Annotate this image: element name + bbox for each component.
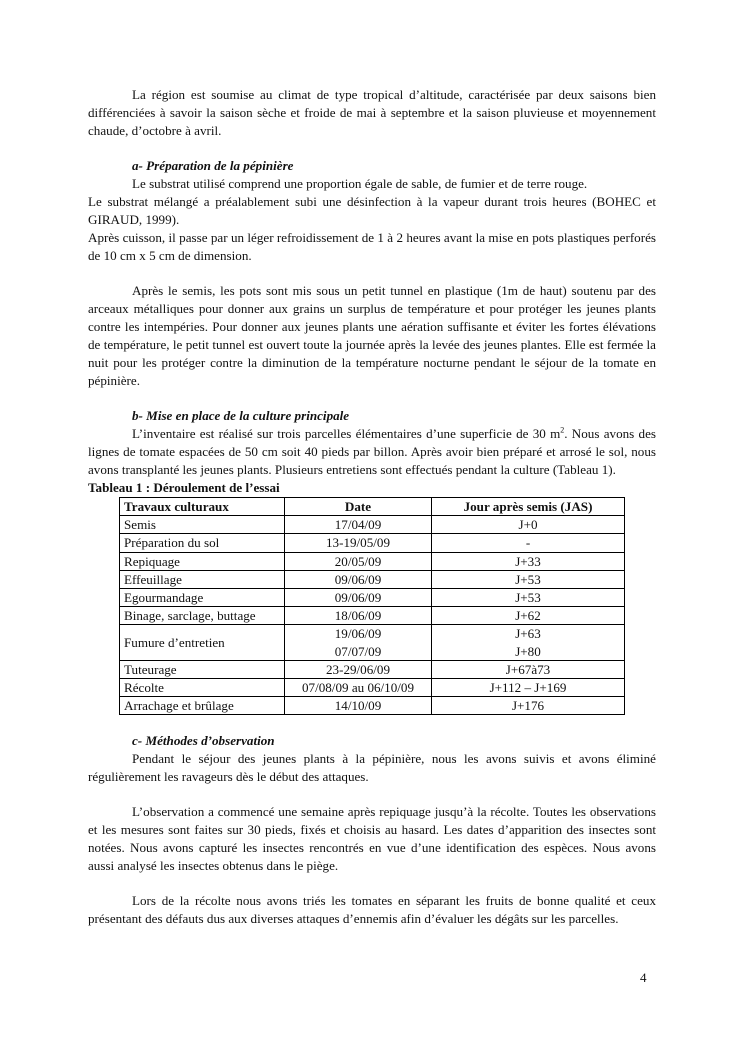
table-row <box>120 516 625 534</box>
cell-jas: J+63 J+80 <box>432 625 625 660</box>
document-page <box>88 86 656 928</box>
section-a-heading: a- Préparation de la pépinière <box>132 158 294 173</box>
header-travaux: Travaux culturaux <box>120 498 285 516</box>
section-b-heading: b- Mise en place de la culture principale <box>132 408 350 423</box>
cell-jas: J+53 <box>432 570 625 588</box>
section-a-paragraph-2: Le substrat mélangé a préalablement subi une désinfection à la vapeur durant trois heures (BOHEC et GIRAUD, 1999). <box>88 194 656 227</box>
cell-date: 18/06/09 <box>285 607 432 625</box>
cell-date: 17/04/09 <box>285 516 432 534</box>
cell-task: Egourmandage <box>120 589 285 607</box>
table-row <box>120 552 625 570</box>
table-row <box>120 534 625 552</box>
cell-task: Effeuillage <box>120 570 285 588</box>
section-c-paragraph-2: L’observation a commencé une semaine après repiquage jusqu’à la récolte. Toutes les observations et les mesures sont faites sur 30 pieds, fixés et choisis au hasard. Les dates d’apparition des insectes sont notées. Nous avons capturé les insectes rencontrés en vue d’une identification des espèces. Nous avons aussi analysé les insectes obtenus dans le piège. <box>88 804 656 874</box>
table-row <box>120 589 625 607</box>
section-a-paragraph-3: Après cuisson, il passe par un léger refroidissement de 1 à 2 heures avant la mise en pots plastiques perforés de 10 cm x 5 cm de dimension. <box>88 230 656 263</box>
table-row <box>120 697 625 715</box>
section-c-paragraph-3: Lors de la récolte nous avons triés les tomates en séparant les fruits de bonne qualité et ceux présentant des défauts dus aux diverses attaques d’ennemis afin d’évaluer les dégâts sur les parcelles. <box>88 893 656 927</box>
cell-date: 07/08/09 au 06/10/09 <box>285 679 432 697</box>
cell-jas: J+112 – J+169 <box>432 679 625 697</box>
cell-task: Tuteurage <box>120 660 285 678</box>
section-b-paragraph: L’inventaire est réalisé sur trois parcelles élémentaires d’une superficie de 30 $m^2$. Nous avons des lignes de tomate espacées de 50 cm soit 40 pieds par billon. Après avoir bien préparé et arrosé le sol, nous avons transplanté les jeunes plants. Plusieurs entretiens sont effectués pendant la culture (Tableau 1). <box>88 425 656 477</box>
cell-task: Arrachage et brûlage <box>120 697 285 715</box>
table-caption: Tableau 1 : Déroulement de l’essai <box>88 480 280 495</box>
cell-date: 14/10/09 <box>285 697 432 715</box>
cell-date: 09/06/09 <box>285 589 432 607</box>
section-c-heading: c- Méthodes d’observation <box>132 733 275 749</box>
cell-task: Semis <box>120 516 285 534</box>
table-row <box>120 660 625 678</box>
cell-jas: J+0 <box>432 516 625 534</box>
cell-task: Préparation du sol <box>120 534 285 552</box>
header-date: Date <box>285 498 432 516</box>
cell-task: Récolte <box>120 679 285 697</box>
cell-date: 23-29/06/09 <box>285 660 432 678</box>
cell-task: Fumure d’entretien <box>120 625 285 660</box>
table-row <box>120 570 625 588</box>
section-c-paragraph-1: Pendant le séjour des jeunes plants à la pépinière, nous les avons suivis et avons éliminé régulièrement les ravageurs dès le début des attaques. <box>88 751 656 785</box>
intro-paragraph: La région est soumise au climat de type tropical d’altitude, caractérisée par deux saisons bien différenciées à savoir la saison sèche et froide de mai à septembre et la saison pluvieuse et moyennement chaude, d’octobre à avril. <box>88 87 656 138</box>
cell-jas: J+67à73 <box>432 660 625 678</box>
cell-jas: - <box>432 534 625 552</box>
cell-task: Binage, sarclage, buttage <box>120 607 285 625</box>
cell-jas: J+53 <box>432 589 625 607</box>
page-number: 4 <box>640 970 647 985</box>
cell-jas: J+33 <box>432 552 625 570</box>
table-row <box>120 607 625 625</box>
cell-date: 20/05/09 <box>285 552 432 570</box>
cell-jas: J+62 <box>432 607 625 625</box>
section-a-paragraph-4: Après le semis, les pots sont mis sous un petit tunnel en plastique (1m de haut) soutenu par des arceaux métalliques pour donner aux grains un surplus de température et pour protéger les jeunes plants contre les intempéries. Pour donner aux jeunes plants une aération suffisante et éviter les fortes élévations de température, le petit tunnel est ouvert toute la journée après la levée des jeunes plantes. Elle est fermée la nuit pour les protéger contre la diminution de la température nocturne pendant le séjour de la tomate en pépinière. <box>88 283 656 388</box>
cell-date: 19/06/09 07/07/09 <box>285 625 432 660</box>
header-jas: Jour après semis (JAS) <box>432 498 625 516</box>
table-row <box>120 679 625 697</box>
cell-date: 09/06/09 <box>285 570 432 588</box>
schedule-table <box>119 497 625 715</box>
table-header-row <box>120 498 625 516</box>
section-a-paragraph-1: Le substrat utilisé comprend une proportion égale de sable, de fumier et de terre rouge. <box>132 176 588 191</box>
cell-task: Repiquage <box>120 552 285 570</box>
superscript-2: 2 <box>560 425 565 435</box>
cell-jas: J+176 <box>432 697 625 715</box>
table-row <box>120 625 625 660</box>
cell-date: 13-19/05/09 <box>285 534 432 552</box>
